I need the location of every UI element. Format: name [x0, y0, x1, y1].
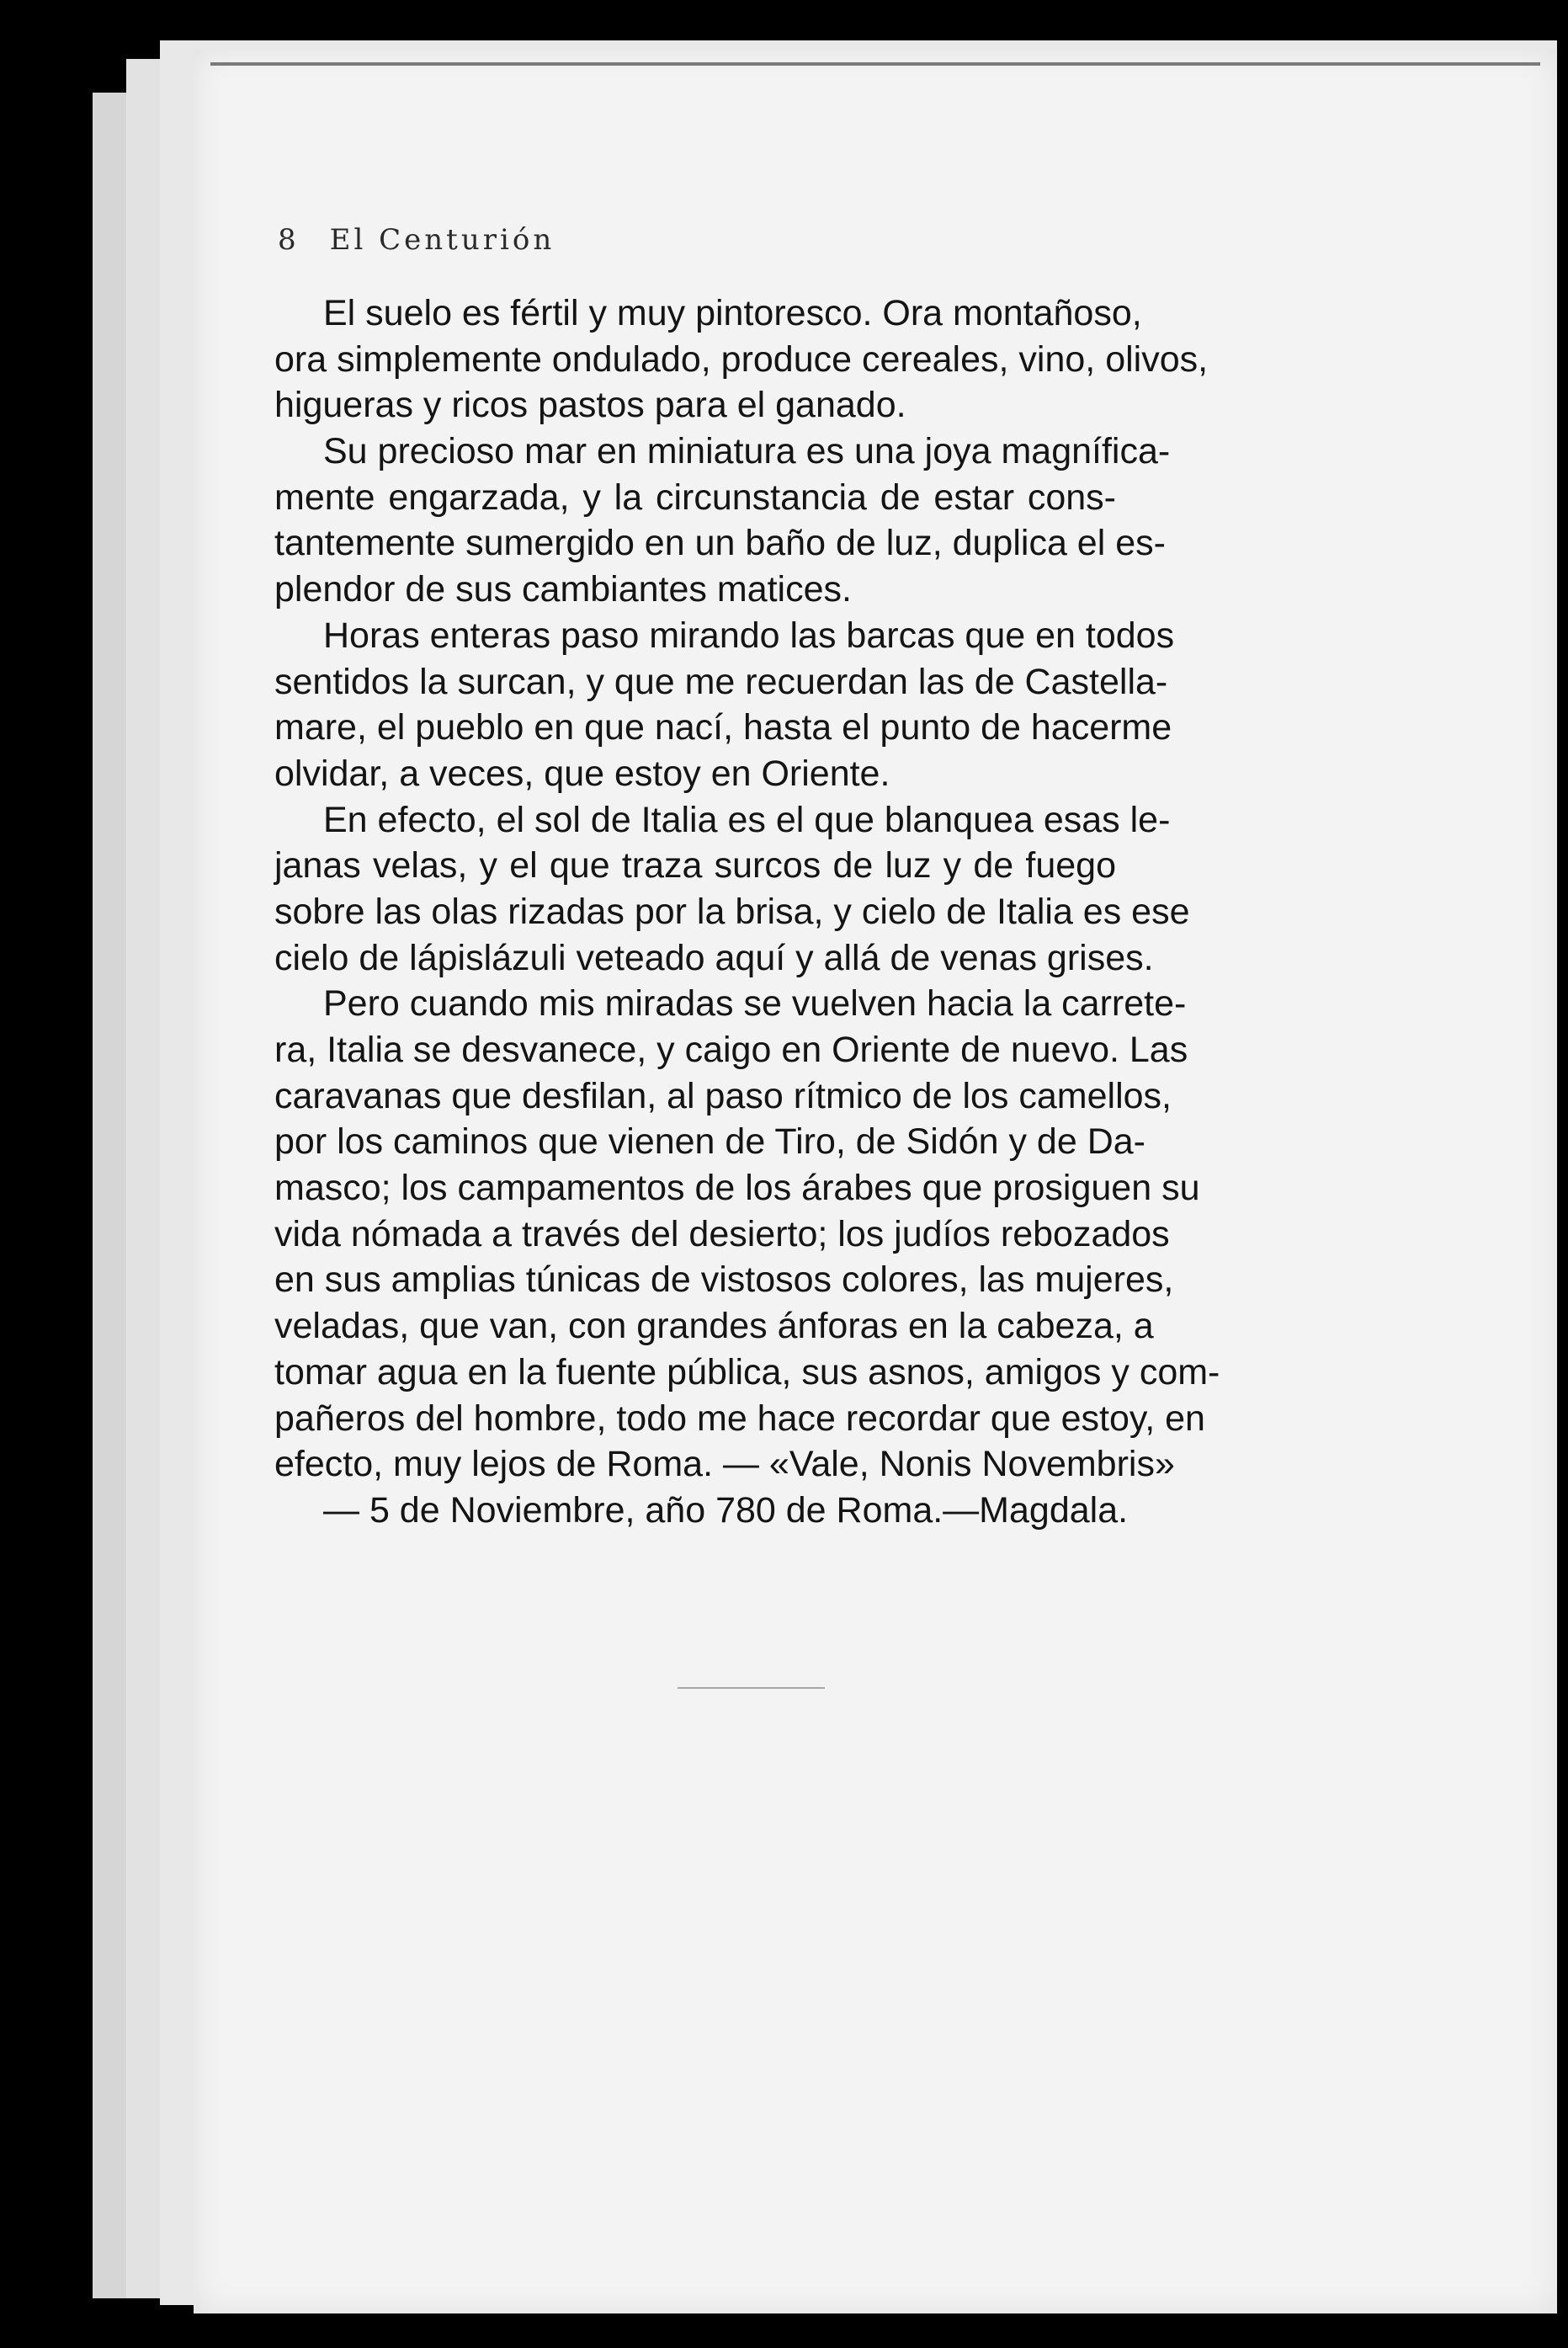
text-line: caravanas que desfilan, al paso rítmico de los camellos, [274, 1075, 1172, 1116]
text-line: plendor de sus cambiantes matices. [274, 569, 852, 610]
text-line: Pero cuando mis miradas se vuelven hacia la carrete- [323, 983, 1187, 1025]
text-line: sobre las olas rizadas por la brisa, y cielo de Italia es ese [274, 891, 1190, 932]
text-line: efecto, muy lejos de Roma. — «Vale, Nonis Novembris» [274, 1444, 1175, 1485]
text-line: ora simplemente ondulado, produce cereales, vino, olivos, [274, 338, 1209, 380]
text-line: janas velas, y el que traza surcos de luz y de fuego [274, 845, 1116, 886]
text-line: mare, el pueblo en que nací, hasta el punto de hacerme [274, 707, 1172, 748]
text-line: Su precioso mar en miniatura es una joya magnífica- [323, 431, 1171, 472]
text-line: en sus amplias túnicas de vistosos colores, las mujeres, [274, 1259, 1174, 1301]
page-number: 8 [278, 223, 300, 257]
text-line: ra, Italia se desvanece, y caigo en Oriente de nuevo. Las [274, 1030, 1188, 1070]
running-title: El Centurión [329, 223, 555, 257]
text-line: pañeros del hombre, todo me hace recordar que estoy, en [274, 1398, 1205, 1439]
text-line: tantemente sumergido en un baño de luz, duplica el es- [274, 523, 1166, 564]
running-header [278, 223, 555, 257]
text-line: En efecto, el sol de Italia es el que blanquea esas le- [323, 799, 1171, 840]
text-line: Horas enteras paso mirando las barcas que en todos [323, 615, 1175, 656]
text-line: higueras y ricos pastos para el ganado. [274, 385, 906, 426]
text-line: veladas, que van, con grandes ánforas en la cabeza, a [274, 1306, 1154, 1347]
text-line: vida nómada a través del desierto; los judíos rebozados [274, 1213, 1170, 1254]
text-line: cielo de lápislázuli veteado aquí y allá de venas grises. [274, 937, 1154, 978]
text-line: El suelo es fértil y muy pintoresco. Ora montañoso, [323, 293, 1142, 333]
text-line: por los caminos que vienen de Tiro, de Sidón y de Da- [274, 1121, 1145, 1163]
top-rule [210, 62, 1540, 66]
closing-line: — 5 de Noviembre, año 780 de Roma.—Magdala. [323, 1489, 1129, 1531]
text-line: olvidar, a veces, que estoy en Oriente. [274, 753, 890, 794]
body-text [274, 290, 1220, 1534]
text-line: mente engarzada, y la circunstancia de estar cons- [274, 477, 1116, 518]
end-rule [678, 1687, 825, 1689]
text-line: sentidos la surcan, y que me recuerdan las de Castella- [274, 661, 1168, 702]
text-line: masco; los campamentos de los árabes que prosiguen su [274, 1168, 1200, 1209]
text-line: tomar agua en la fuente pública, sus asnos, amigos y com- [274, 1351, 1220, 1392]
